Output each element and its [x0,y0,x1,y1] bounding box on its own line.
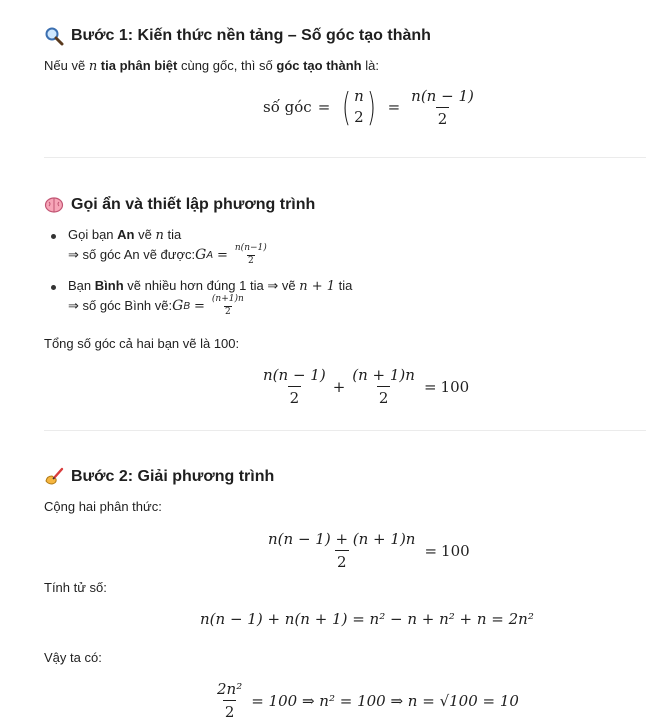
eq1-den: 2 [335,550,349,571]
eq-den-2: 2 [377,386,391,407]
b2-text: Bạn [68,278,95,293]
intro-var: n [88,59,98,74]
eq-den-1: 2 [288,386,302,407]
eq-rhs: 100 [440,377,470,396]
eq1-fraction [266,530,417,571]
step2-heading [44,467,274,487]
intro-text-3: là: [361,58,379,73]
bullet1-line2: ⇒ số góc An vẽ được: G A = $\frac{n(n-1)}{2}$ [68,243,267,266]
fraction-denominator: 2 [436,107,450,128]
step1-formula: số góc = ( n 2 ) = $\frac{n(n - 1)}{2}$ [263,85,474,129]
b2-sub: B [183,300,190,312]
numerator-text: Tính tử số: [44,580,107,595]
step1-heading [44,26,431,46]
bullet2-line1 [68,278,352,294]
section2-title: Gọi ẩn và thiết lập phương trình [71,196,316,213]
b2-line2-text: ⇒ số góc Bình vẽ: [68,298,173,314]
step1-title: Bước 1: Kiến thức nền tảng – Số góc tạo thành [71,27,431,44]
section2-heading [44,195,315,215]
eq3-fraction [215,680,244,721]
writing-hand-icon [44,467,64,487]
magnifier-icon [44,26,64,46]
eq3-den: 2 [223,700,237,721]
b1-var: n [155,228,164,243]
b2-text-3: tia [335,278,353,293]
eq1-rhs: 100 [441,541,470,560]
formula-label: số góc [263,98,312,116]
b2-symbol: G [172,298,184,315]
b1-den: 2 [247,255,254,266]
b2-fraction [211,295,245,318]
b2-text-2: vẽ nhiều hơn đúng 1 tia ⇒ vẽ [123,278,300,293]
eq3-rest: = 100 ⇒ n² = 100 ⇒ n = √100 = 10 [251,691,519,710]
bullet2-line2: ⇒ số góc Bình vẽ: G B = $\frac{(n+1)n}{2}$ [68,294,244,317]
b1-sub: A [206,249,213,261]
divider-2 [44,430,646,431]
bullet-1 [51,234,56,239]
eq-fraction-1 [261,366,328,407]
b2-expr: n + 1 [299,279,335,294]
divider-1 [44,157,646,158]
b2-den: 2 [224,306,231,317]
brain-icon [44,195,64,215]
step1-intro [44,58,379,74]
eq3-num: 2n² [217,680,243,698]
eq1-num: n(n − 1) + (n + 1)n [268,530,416,548]
b1-num: n(n−1) [234,243,267,253]
step2-equation-1: $\frac{n(n - 1) + (n + 1)n}{2}$ = 100 [268,530,470,571]
b1-symbol: G [195,247,207,264]
b2-name: Bình [94,278,124,293]
eq-fraction-2 [350,366,417,407]
bullet-2 [51,285,56,290]
binom-bottom: 2 [354,108,364,126]
bullet1-line1 [68,227,181,243]
eq-num-1: n(n − 1) [263,366,326,384]
step2-equation-2: n(n − 1) + n(n + 1) = n² − n + n² + n = 2n² [200,610,534,628]
add-text: Cộng hai phân thức: [44,499,162,514]
b1-fraction [234,244,268,267]
b1-text: Gọi bạn [68,227,118,242]
intro-bold: tia phân biệt [97,58,178,73]
binomial: ( n 2 ) [342,85,376,129]
b2-num: (n+1)n [211,294,244,304]
binom-top: n [354,87,364,105]
b1-line2-text: ⇒ số góc An vẽ được: [68,247,196,263]
intro-text-2: cùng gốc, thì số [177,58,277,73]
intro-bold-2: góc tạo thành [276,58,362,73]
b1-text-3: tia [163,227,182,242]
step2-equation-3 [212,680,519,721]
b1-text-2: vẽ [134,227,156,242]
formula-fraction [409,87,476,128]
conclude-text: Vậy ta có: [44,650,102,665]
section2-equation: $\frac{n(n - 1)}{2}$ + $\frac{(n + 1)n}{2}$ = 100 [263,366,470,407]
b1-name: An [117,227,135,242]
fraction-numerator: n(n − 1) [411,86,474,105]
eq-num-2: (n + 1)n [352,366,415,384]
total-text: Tổng số góc cả hai bạn vẽ là 100: [44,336,240,351]
step2-title: Bước 2: Giải phương trình [71,468,275,485]
intro-text: Nếu vẽ [44,58,89,73]
